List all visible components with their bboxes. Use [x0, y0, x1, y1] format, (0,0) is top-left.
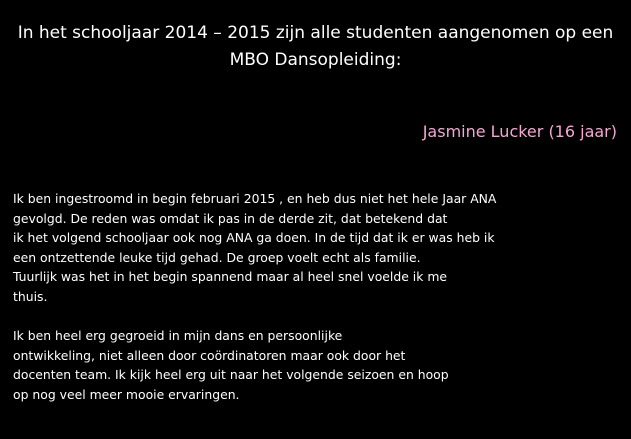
paragraph-spacer: [13, 307, 573, 327]
paragraph-1-line: Ik ben ingestroomd in begin februari 2015 , en heb dus niet het hele Jaar ANA: [13, 191, 497, 206]
title-line-2: MBO Dansopleiding:: [229, 50, 402, 70]
paragraph-2-line: Ik ben heel erg gegroeid in mijn dans en persoonlijke: [13, 328, 343, 344]
paragraph-1-line: thuis.: [13, 288, 48, 304]
paragraph-2-line: ontwikkeling, niet alleen door coördinatoren maar ook door het: [13, 347, 406, 363]
paragraph-1-line: gevolgd. De reden was omdat ik pas in de derde zit, dat betekend dat: [13, 210, 448, 226]
paragraph-2-line: docenten team. Ik kijk heel erg uit naar het volgende seizoen en hoop: [13, 367, 449, 383]
paragraph-1-line: een ontzettende leuke tijd gehad. De groep voelt echt als familie.: [13, 249, 421, 265]
paragraph-2-line: op nog veel meer mooie ervaringen.: [13, 386, 240, 402]
page-title: [0, 20, 631, 74]
author-name: Jasmine Lucker (16 jaar): [422, 122, 617, 141]
paragraph-1-line: ik het volgend schooljaar ook nog ANA ga doen. In de tijd dat ik er was heb ik: [13, 230, 495, 246]
paragraph-1-line: Tuurlijk was het in het begin spannend maar al heel snel voelde ik me: [13, 269, 448, 285]
testimonial-text: [13, 189, 573, 405]
title-line-1: In het schooljaar 2014 – 2015 zijn alle studenten aangenomen op een: [17, 23, 614, 43]
